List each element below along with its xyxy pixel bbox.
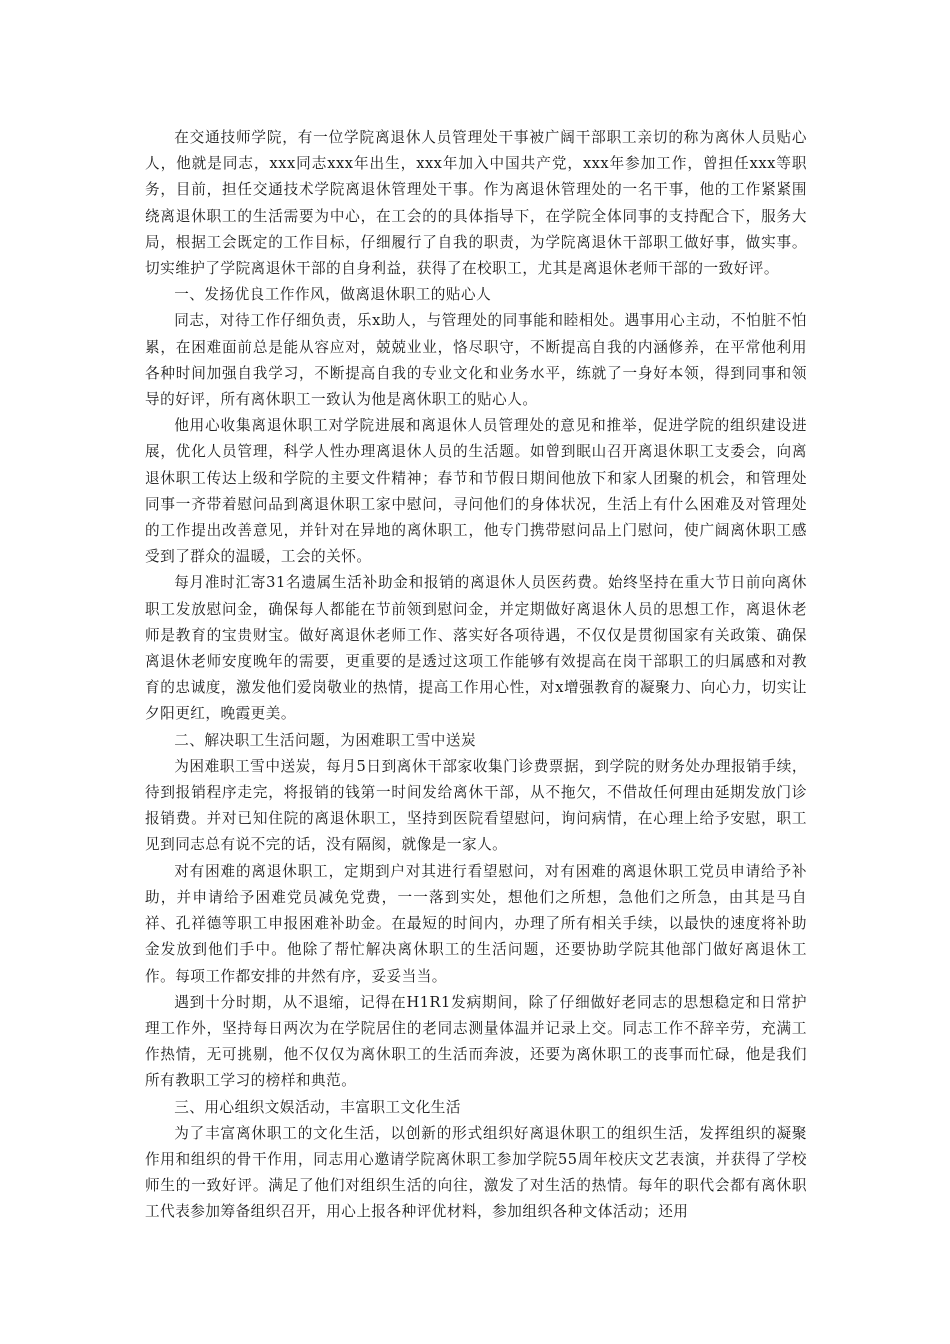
paragraph: 同志，对待工作仔细负责，乐x助人，与管理处的同事能和睦相处。遇事用心主动，不怕脏不怕累，在困难面前总是能从容应对，兢兢业业，恪尽职守，不断提高自我的内涵修养，在平常他利用各种时间加强自我学习，不断提高自我的专业文化和业务水平，练就了一身好本领，得到同事和领导的好评，所有离休职工一致认为他是离休职工的贴心人。 [145, 312, 807, 409]
section-heading-1: 一、发扬优良工作作风，做离退休职工的贴心人 [174, 286, 492, 304]
section-heading-2: 二、解决职工生活问题，为困难职工雪中送炭 [174, 731, 477, 749]
section-heading-3: 三、用心组织文娱活动，丰富职工文化生活 [174, 1098, 461, 1116]
paragraph: 为了丰富离休职工的文化生活，以创新的形式组织好离退休职工的组织生活，发挥组织的凝聚作用和组织的骨干作用，同志用心邀请学院离休职工参加学院55周年校庆文艺表演，并获得了学校师生的一致好评。满足了他们对组织生活的向往，激发了对生活的热情。每年的职代会都有离休职工代表参加筹备组织召开，用心上报各种评优材料，参加组织各种文体活动；还用 [145, 1124, 807, 1221]
paragraph: 对有困难的离退休职工，定期到户对其进行看望慰问，对有困难的离退休职工党员申请给予补助，并申请给予困难党员减免党费，一一落到实处，想他们之所想，急他们之所急，由其是马自祥、孔祥德等职工申报困难补助金。在最短的时间内，办理了所有相关手续，以最快的速度将补助金发放到他们手中。他除了帮忙解决离休职工的生活问题，还要协助学院其他部门做好离退休工作。每项工作都安排的井然有序，妥妥当当。 [145, 862, 807, 985]
paragraph: 遇到十分时期，从不退缩，记得在H1R1发病期间，除了仔细做好老同志的思想稳定和日常护理工作外，坚持每日两次为在学院居住的老同志测量体温并记录上交。同志工作不辞辛劳，充满工作热情，无可挑剔，他不仅仅为离休职工的生活而奔波，还要为离休职工的丧事而忙碌，他是我们所有教职工学习的榜样和典范。 [145, 993, 807, 1090]
paragraph-intro: 在交通技师学院，有一位学院离退休人员管理处干事被广阔干部职工亲切的称为离休人员贴心人，他就是同志，xxx同志xxx年出生，xxx年加入中国共产党，xxx年参加工作，曾担任xxx等职务，目前，担任交通技术学院离退休管理处干事。作为离退休管理处的一名干事，他的工作紧紧围绕离退休职工的生活需要为中心，在工会的的具体指导下，在学院全体同事的支持配合下，服务大局，根据工会既定的工作目标，仔细履行了自我的职责，为学院离退休干部职工做好事，做实事。切实维护了学院离退休干部的自身利益，获得了在校职工，尤其是离退休老师干部的一致好评。 [145, 129, 807, 278]
document-body [145, 125, 807, 1226]
paragraph: 为困难职工雪中送炭，每月5日到离休干部家收集门诊费票据，到学院的财务处办理报销手续，待到报销程序走完，将报销的钱第一时间发给离休干部，从不拖欠，不借故任何理由延期发放门诊报销费。并对已知住院的离退休职工，坚持到医院看望慰问，询问病情，在心理上给予安慰，职工见到同志总有说不完的话，没有隔阂，就像是一家人。 [145, 757, 807, 854]
paragraph: 他用心收集离退休职工对学院进展和离退休人员管理处的意见和推举，促进学院的组织建设进展，优化人员管理，科学人性办理离退休人员的生活题。如曾到眠山召开离退休职工支委会，向离退休职工传达上级和学院的主要文件精神；春节和节假日期间他放下和家人团聚的机会，和管理处同事一齐带着慰问品到离退休职工家中慰问，寻问他们的身体状况，生活上有什么困难及对管理处的工作提出改善意见，并针对在异地的离休职工，他专门携带慰问品上门慰问，使广阔离休职工感受到了群众的温暖，工会的关怀。 [145, 417, 807, 566]
paragraph: 每月准时汇寄31名遗属生活补助金和报销的离退休人员医药费。始终坚持在重大节日前向离休职工发放慰问金，确保每人都能在节前领到慰问金，并定期做好离退休人员的思想工作，离退休老师是教育的宝贵财宝。做好离退休老师工作、落实好各项待遇，不仅仅是贯彻国家有关政策、确保离退休老师安度晚年的需要，更重要的是透过这项工作能够有效提高在岗干部职工的归属感和对教育的忠诚度，激发他们爱岗敬业的热情，提高工作用心性，对x增强教育的凝聚力、向心力，切实让夕阳更红，晚霞更美。 [145, 574, 807, 723]
